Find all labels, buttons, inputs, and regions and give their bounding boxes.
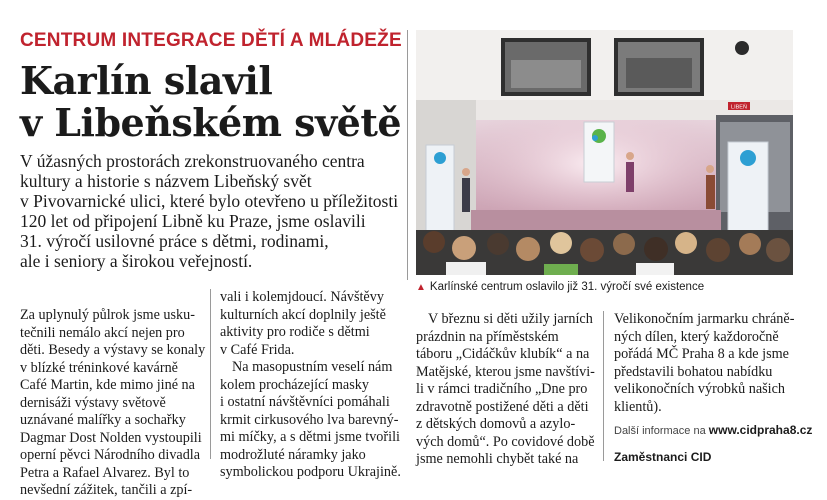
lead-line: ale i seniory a širokou veřejností. (20, 251, 253, 271)
body-column-2 (220, 289, 401, 482)
body-line: kolem procházející masky (220, 376, 369, 393)
body-line: prázdnin na příměstském (416, 328, 559, 345)
body-line: táboru „Cidáčkův klubík“ a na (416, 346, 590, 362)
body-line: děti. Besedy a výstavy se konaly (20, 342, 206, 358)
body-line: i ostatní návštěvníci pomáhali (220, 394, 390, 410)
column-divider (210, 289, 211, 459)
column-divider (603, 311, 604, 461)
body-line: jsme nemohli chybět také na (416, 451, 579, 467)
column-divider (407, 30, 408, 280)
body-line: uznávané malířky a sochařky (20, 412, 186, 428)
photo-caption (416, 281, 704, 293)
section-kicker: CENTRUM INTEGRACE DĚTÍ A MLÁDEŽE (20, 30, 402, 51)
body-line: zdravotně postižené děti a děti (416, 398, 589, 415)
body-line: z dětských domovů a azylo- (416, 416, 576, 432)
headline-line: v Libeňském světě (20, 100, 402, 145)
body-line: ných dílen, který každoročně (614, 328, 779, 345)
lead-line: 120 let od připojení Libně ku Praze, jsme oslavili (20, 211, 366, 231)
event-photo-illustration (416, 30, 793, 275)
lead-line: v Pivovarnické ulici, které bylo otevřeno u příležitosti (20, 191, 399, 211)
lead-line: kultury a historie s názvem Libeňský svět (20, 171, 312, 191)
article-signature: Zaměstnanci CID (614, 449, 712, 464)
body-column-1 (20, 307, 205, 500)
body-line: Café Martin, kde mimo jiné na (20, 377, 195, 393)
body-line: vých domů“. Po covidové době (416, 433, 595, 450)
banner-text: LIBEŇ (731, 104, 747, 111)
body-line: symbolickou podporu Ukrajině. (220, 464, 401, 480)
event-photo (416, 30, 793, 275)
body-line: vali i kolemjdoucí. Návštěvy (220, 289, 384, 305)
body-column-3 (416, 311, 595, 469)
body-line: klientů). (614, 398, 662, 415)
body-line: mi míčky, a s dětmi jsme tvořili (220, 429, 400, 445)
body-line: v blízké tréninkové kavárně (20, 359, 178, 376)
body-column-4 (614, 311, 812, 466)
more-info-link[interactable]: www.cidpraha8.cz (708, 423, 813, 437)
headline-line: Karlín slavil (20, 58, 273, 103)
more-info-label: Další informace na (614, 425, 706, 437)
body-line: operní pěvci Národního divadla (20, 447, 201, 463)
body-line: představili bohatou nabídku (614, 363, 773, 380)
headline (20, 60, 401, 144)
lead-line: 31. výročí usilovné práce s dětmi, rodinami, (20, 231, 329, 251)
lead-line: V úžasných prostorách zrekonstruovaného centra (20, 151, 365, 171)
body-line: Za uplynulý půlrok jsme usku- (20, 307, 195, 323)
body-line: krmit cirkusového lva barevný- (220, 411, 399, 428)
body-line: dernisáži výstavy světově (20, 394, 166, 411)
body-line: tečnili nemálo akcí nejen pro (20, 324, 185, 341)
body-line: Dagmar Dost Nolden vystoupili (20, 429, 202, 446)
body-line: Matějské, kterou jsme navštívi- (416, 363, 595, 380)
body-line: Velikonočním jarmarku chráně- (614, 311, 795, 327)
body-line: li v rámci tradičního „Dne pro (416, 381, 588, 397)
body-line: V březnu si děti užily jarních (428, 311, 593, 327)
body-line: kulturních akcí doplnily ještě (220, 306, 386, 323)
body-line: Petra a Rafael Alvarez. Byl to (20, 464, 190, 481)
body-line: modrožluté náramky jako (220, 446, 366, 463)
body-line: v Café Frida. (220, 341, 295, 358)
caption-text: Karlínské centrum oslavilo již 31. výročí své existence (429, 281, 705, 293)
body-line: velikonočních výrobků našich (614, 381, 785, 397)
body-line: Na masopustním veselí nám (232, 359, 393, 375)
body-line: aktivity pro rodiče s dětmi (220, 324, 370, 340)
lead-paragraph (20, 151, 405, 271)
body-line: nevšední zážitek, tančili a zpí- (20, 482, 193, 498)
more-info (614, 422, 812, 441)
caption-triangle-icon: ▲ (416, 282, 426, 293)
body-line: pořádá MČ Praha 8 a kde jsme (614, 346, 789, 362)
